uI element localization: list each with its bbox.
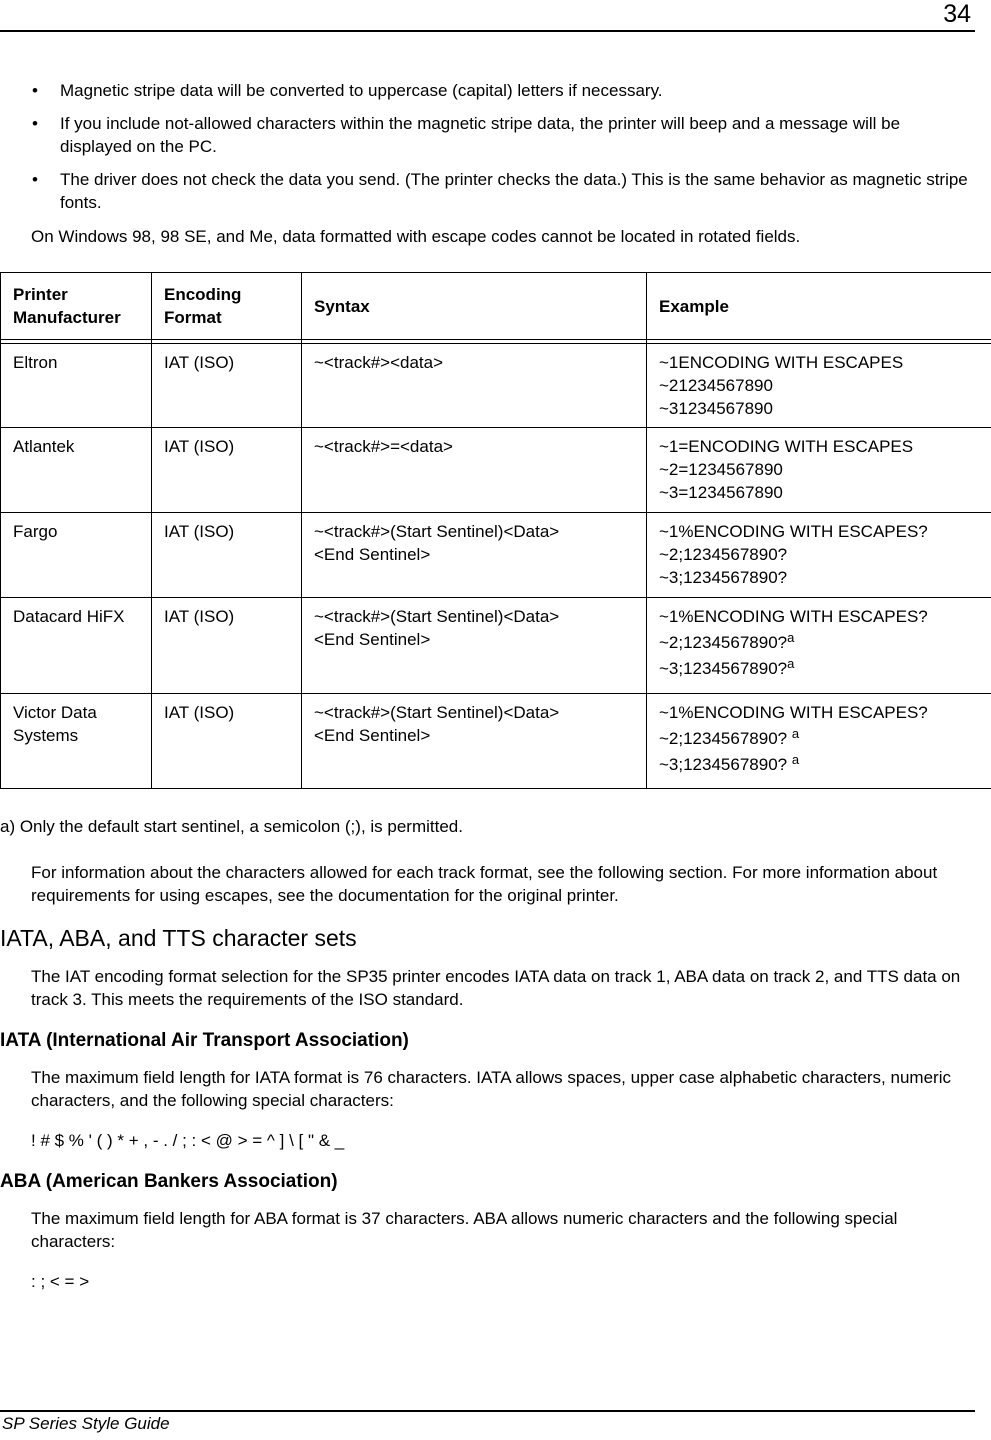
printer-encoding-table (0, 272, 991, 789)
windows-note: On Windows 98, 98 SE, and Me, data formatted with escape codes cannot be located in rotated fields. (31, 227, 801, 246)
footnote-marker: a (787, 656, 795, 671)
example-line: ~2;1234567890? (659, 633, 788, 652)
iata-heading: IATA (International Air Transport Association) (0, 1030, 409, 1051)
header-rule (0, 30, 975, 32)
format-cell: IAT (ISO) (152, 513, 302, 598)
iata-description: The maximum field length for IATA format is 76 characters. IATA allows spaces, upper case alphabetic characters, numeric characters, and the following special characters: (31, 1068, 951, 1110)
aba-description: The maximum field length for ABA format is 37 characters. ABA allows numeric characters and the following special characters: (31, 1209, 898, 1251)
syntax-line: ~<track#>(Start Sentinel)<Data> (314, 607, 560, 626)
bullet-text: The driver does not check the data you send. (The printer checks the data.) This is the same behavior as magnetic stripe fonts. (60, 170, 968, 212)
syntax-line: <End Sentinel> (314, 630, 431, 649)
example-line: ~1%ENCODING WITH ESCAPES? (659, 522, 928, 541)
example-line: ~1=ENCODING WITH ESCAPES (659, 437, 914, 456)
manufacturer-cell: Atlantek (1, 428, 152, 513)
syntax-line: ~<track#><data> (314, 353, 444, 372)
bullet-marker: • (32, 170, 38, 189)
example-line: ~1%ENCODING WITH ESCAPES? (659, 607, 928, 626)
example-line: ~3;1234567890? (659, 659, 788, 678)
example-line: ~3=1234567890 (659, 483, 783, 502)
table-header-row (1, 273, 991, 340)
iata-characters: ! # $ % ' ( ) * + , - . / ; : < @ > = ^ ] \ [ " & _ (31, 1131, 345, 1150)
bullet-text: If you include not-allowed characters within the magnetic stripe data, the printer will beep and a message will be displayed on the PC. (60, 114, 901, 156)
syntax-line: ~<track#>(Start Sentinel)<Data> (314, 522, 560, 541)
example-cell (647, 598, 991, 694)
footnote-marker: a (791, 752, 800, 767)
column-header: Encoding Format (152, 273, 302, 340)
section-heading: IATA, ABA, and TTS character sets (0, 925, 357, 951)
syntax-cell (302, 598, 647, 694)
column-header: Example (647, 273, 991, 340)
bullet-marker: • (32, 81, 38, 100)
aba-heading: ABA (American Bankers Association) (0, 1171, 338, 1192)
aba-characters: : ; < = > (31, 1272, 90, 1291)
example-line: ~2;1234567890? (659, 729, 792, 748)
column-header: Syntax (302, 273, 647, 340)
syntax-cell (302, 513, 647, 598)
syntax-line: <End Sentinel> (314, 545, 431, 564)
example-cell (647, 513, 991, 598)
column-header: Printer Manufacturer (1, 273, 152, 340)
table-row (1, 598, 991, 694)
manufacturer-cell: Datacard HiFX (1, 598, 152, 694)
example-line: ~21234567890 (659, 376, 773, 395)
table-row (1, 344, 991, 428)
format-cell: IAT (ISO) (152, 598, 302, 694)
table-footnote: a) Only the default start sentinel, a semicolon (;), is permitted. (0, 817, 463, 836)
syntax-cell (302, 344, 647, 428)
manufacturer-cell: Fargo (1, 513, 152, 598)
example-line: ~1ENCODING WITH ESCAPES (659, 353, 904, 372)
syntax-line: ~<track#>=<data> (314, 437, 453, 456)
example-line: ~3;1234567890? (659, 568, 788, 587)
example-line: ~1%ENCODING WITH ESCAPES? (659, 703, 928, 722)
format-cell: IAT (ISO) (152, 428, 302, 513)
manufacturer-cell: Victor Data Systems (1, 694, 152, 789)
manufacturer-cell: Eltron (1, 344, 152, 428)
example-line: ~2=1234567890 (659, 460, 783, 479)
example-cell (647, 428, 991, 513)
syntax-line: <End Sentinel> (314, 726, 431, 745)
footer-title: SP Series Style Guide (2, 1414, 170, 1433)
example-line: ~3;1234567890? (659, 755, 792, 774)
section-intro: The IAT encoding format selection for the SP35 printer encodes IATA data on track 1, ABA data on track 2, and TTS data on track 3. This meets the requirements of the ISO standard. (31, 967, 961, 1009)
format-cell: IAT (ISO) (152, 694, 302, 789)
table-row (1, 428, 991, 513)
example-cell (647, 344, 991, 428)
example-line: ~31234567890 (659, 399, 773, 418)
syntax-cell (302, 428, 647, 513)
info-paragraph: For information about the characters allowed for each track format, see the following section. For more information about requirements for using escapes, see the documentation for the original printer. (31, 863, 938, 905)
syntax-cell (302, 694, 647, 789)
page-number: 34 (943, 0, 971, 28)
bullet-text: Magnetic stripe data will be converted to uppercase (capital) letters if necessary. (60, 81, 663, 100)
example-cell (647, 694, 991, 789)
example-line: ~2;1234567890? (659, 545, 788, 564)
table-row (1, 694, 991, 789)
format-cell: IAT (ISO) (152, 344, 302, 428)
bullet-marker: • (32, 114, 38, 133)
footnote-marker: a (791, 726, 800, 741)
syntax-line: ~<track#>(Start Sentinel)<Data> (314, 703, 560, 722)
footnote-marker: a (787, 630, 795, 645)
footer-rule (0, 1410, 975, 1412)
table-row (1, 513, 991, 598)
